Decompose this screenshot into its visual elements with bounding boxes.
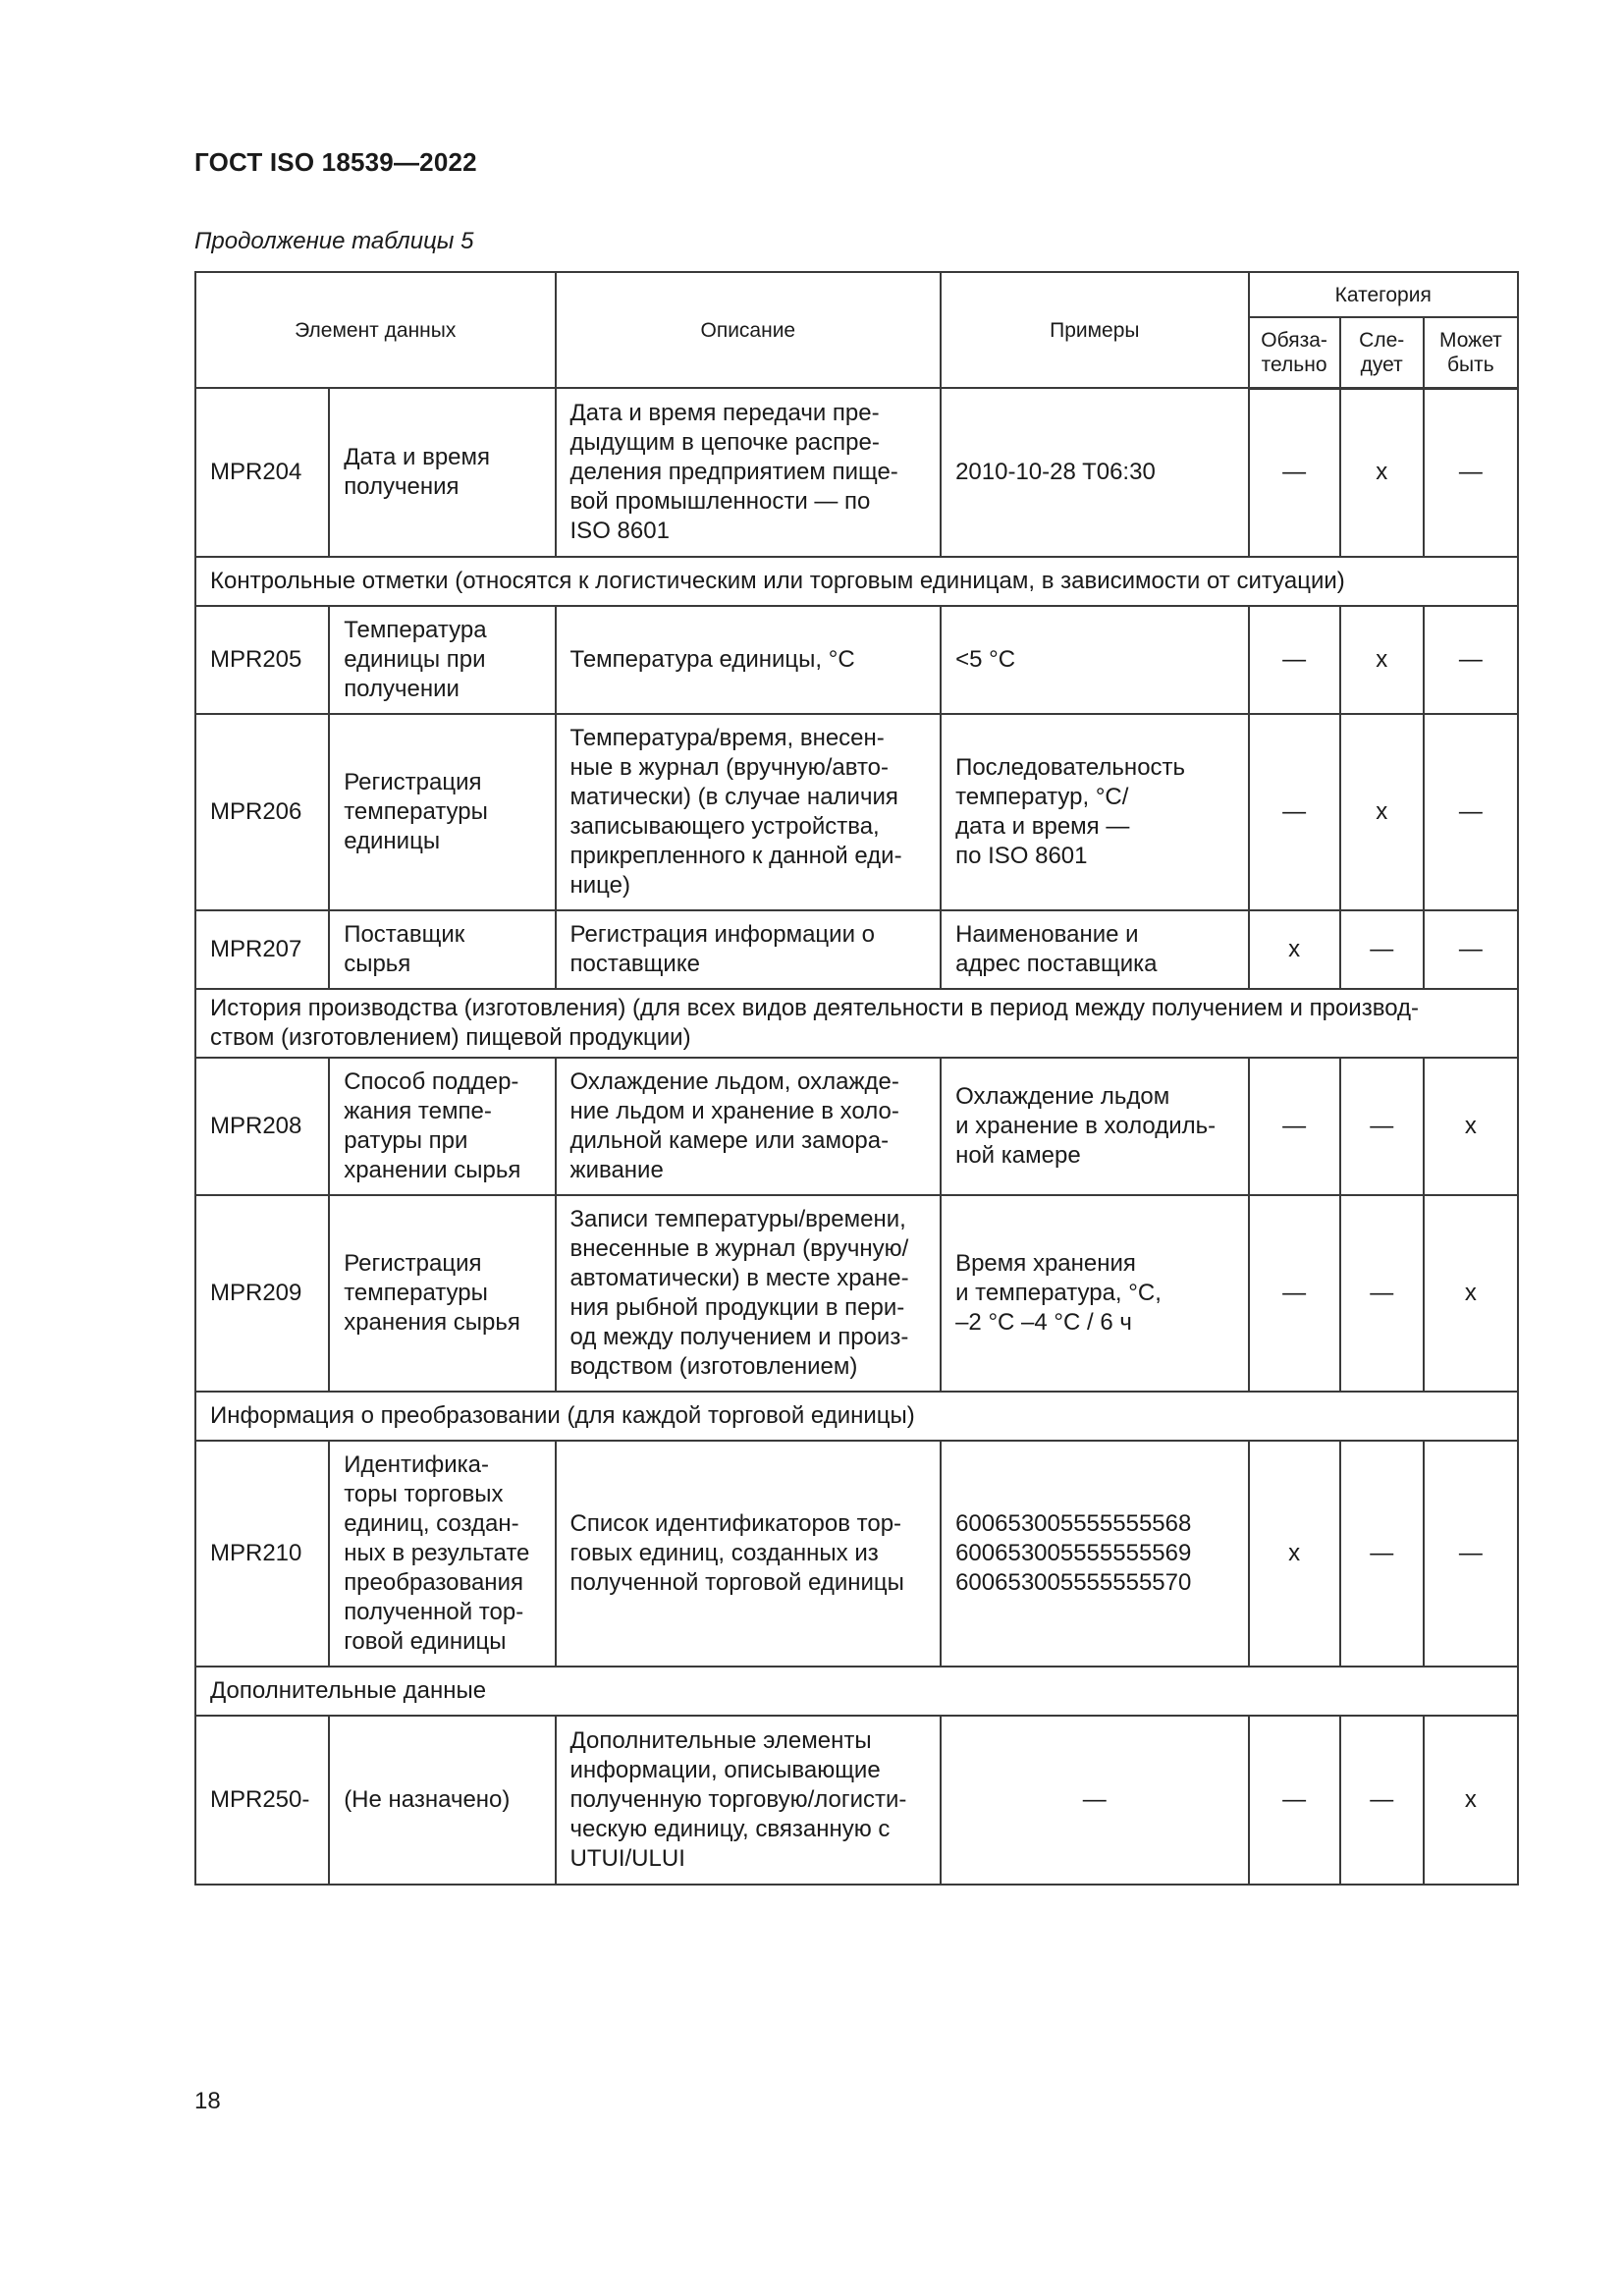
section-row — [195, 989, 1518, 1058]
category-required-mark: — — [1249, 388, 1340, 557]
element-name: Температура единицы при получении — [329, 606, 555, 714]
element-code: MPR205 — [195, 606, 329, 714]
element-example: — — [941, 1716, 1248, 1885]
header-row-top — [195, 272, 1518, 317]
table-row — [195, 1441, 1518, 1667]
section-row — [195, 1667, 1518, 1716]
element-example: Время хранения и температура, °C, –2 °C –4 °C / 6 ч — [941, 1195, 1248, 1392]
category-should-mark: — — [1340, 1195, 1424, 1392]
element-description: Регистрация информации о поставщике — [556, 910, 942, 989]
category-may-mark: — — [1424, 1441, 1518, 1667]
category-required-mark: — — [1249, 606, 1340, 714]
category-may-mark: x — [1424, 1058, 1518, 1195]
element-name: Способ поддер- жания темпе- ратуры при хранении сырья — [329, 1058, 555, 1195]
page-number: 18 — [194, 2088, 221, 2114]
section-row — [195, 557, 1518, 606]
element-description: Охлаждение льдом, охлажде- ние льдом и хранение в холо- дильной камере или замора- живание — [556, 1058, 942, 1195]
element-code: MPR206 — [195, 714, 329, 910]
category-may-mark: — — [1424, 388, 1518, 557]
category-required-mark: — — [1249, 1716, 1340, 1885]
category-should-mark: x — [1340, 606, 1424, 714]
category-may-mark: — — [1424, 606, 1518, 714]
element-description: Дата и время передачи пре- дыдущим в цепочке распре- деления предприятием пище- вой промышленности — по ISO 8601 — [556, 388, 942, 557]
category-should-mark: — — [1340, 1441, 1424, 1667]
table-row — [195, 1716, 1518, 1885]
element-description: Температура/время, внесен- ные в журнал (вручную/авто- матически) (в случае наличия записывающего устройства, прикрепленного к данной еди- нице) — [556, 714, 942, 910]
element-code: MPR204 — [195, 388, 329, 557]
table-body — [195, 388, 1518, 1885]
table-row — [195, 1058, 1518, 1195]
element-name: Поставщик сырья — [329, 910, 555, 989]
table-caption: Продолжение таблицы 5 — [194, 228, 474, 254]
category-should-mark: — — [1340, 1058, 1424, 1195]
category-may-mark: x — [1424, 1195, 1518, 1392]
element-name: (Не назначено) — [329, 1716, 555, 1885]
table-head — [195, 272, 1518, 388]
header-examples: Примеры — [941, 272, 1248, 388]
category-should-mark: — — [1340, 1716, 1424, 1885]
category-may-mark: — — [1424, 910, 1518, 989]
element-example: 600653005555555568 600653005555555569 600653005555555570 — [941, 1441, 1248, 1667]
element-code: MPR207 — [195, 910, 329, 989]
section-row — [195, 1392, 1518, 1441]
header-category-should: Сле- дует — [1340, 317, 1424, 388]
element-name: Идентифика- торы торговых единиц, создан- ных в результате преобразования полученной тор- говой единицы — [329, 1441, 555, 1667]
table-row — [195, 1195, 1518, 1392]
category-may-mark: x — [1424, 1716, 1518, 1885]
category-required-mark: — — [1249, 1058, 1340, 1195]
element-description: Записи температуры/времени, внесенные в журнал (вручную/ автоматически) в месте хране- ния рыбной продукции в пери- од между получением и произ- водством (изготовлением) — [556, 1195, 942, 1392]
category-required-mark: — — [1249, 1195, 1340, 1392]
element-name: Регистрация температуры единицы — [329, 714, 555, 910]
element-description: Список идентификаторов тор- говых единиц, созданных из полученной торговой единицы — [556, 1441, 942, 1667]
section-title: История производства (изготовления) (для всех видов деятельности в период между получением и производ- ством (изготовлением) пищевой продукции) — [195, 989, 1518, 1058]
category-required-mark: x — [1249, 1441, 1340, 1667]
table-row — [195, 910, 1518, 989]
element-name: Дата и время получения — [329, 388, 555, 557]
category-may-mark: — — [1424, 714, 1518, 910]
element-code: MPR210 — [195, 1441, 329, 1667]
document-header: ГОСТ ISO 18539—2022 — [194, 147, 477, 177]
header-element: Элемент данных — [195, 272, 556, 388]
section-title: Контрольные отметки (относятся к логистическим или торговым единицам, в зависимости от ситуации) — [195, 557, 1518, 606]
element-example: <5 °C — [941, 606, 1248, 714]
category-should-mark: — — [1340, 910, 1424, 989]
category-required-mark: — — [1249, 714, 1340, 910]
table-row — [195, 388, 1518, 557]
table-row — [195, 606, 1518, 714]
category-should-mark: x — [1340, 714, 1424, 910]
element-example: Последовательность температур, °C/ дата и время — по ISO 8601 — [941, 714, 1248, 910]
category-required-mark: x — [1249, 910, 1340, 989]
element-name: Регистрация температуры хранения сырья — [329, 1195, 555, 1392]
table-row — [195, 714, 1518, 910]
element-code: MPR209 — [195, 1195, 329, 1392]
element-example: 2010-10-28 T06:30 — [941, 388, 1248, 557]
header-category: Категория — [1249, 272, 1518, 317]
section-title: Дополнительные данные — [195, 1667, 1518, 1716]
header-category-may: Может быть — [1424, 317, 1518, 388]
element-code: MPR250- — [195, 1716, 329, 1885]
element-code: MPR208 — [195, 1058, 329, 1195]
element-example: Наименование и адрес поставщика — [941, 910, 1248, 989]
section-title: Информация о преобразовании (для каждой торговой единицы) — [195, 1392, 1518, 1441]
category-should-mark: x — [1340, 388, 1424, 557]
element-example: Охлаждение льдом и хранение в холодиль- ной камере — [941, 1058, 1248, 1195]
data-elements-table — [194, 271, 1519, 1886]
header-description: Описание — [556, 272, 942, 388]
header-category-required: Обяза- тельно — [1249, 317, 1340, 388]
element-description: Дополнительные элементы информации, описывающие полученную торговую/логисти- ческую единицу, связанную с UTUI/ULUI — [556, 1716, 942, 1885]
element-description: Температура единицы, °C — [556, 606, 942, 714]
